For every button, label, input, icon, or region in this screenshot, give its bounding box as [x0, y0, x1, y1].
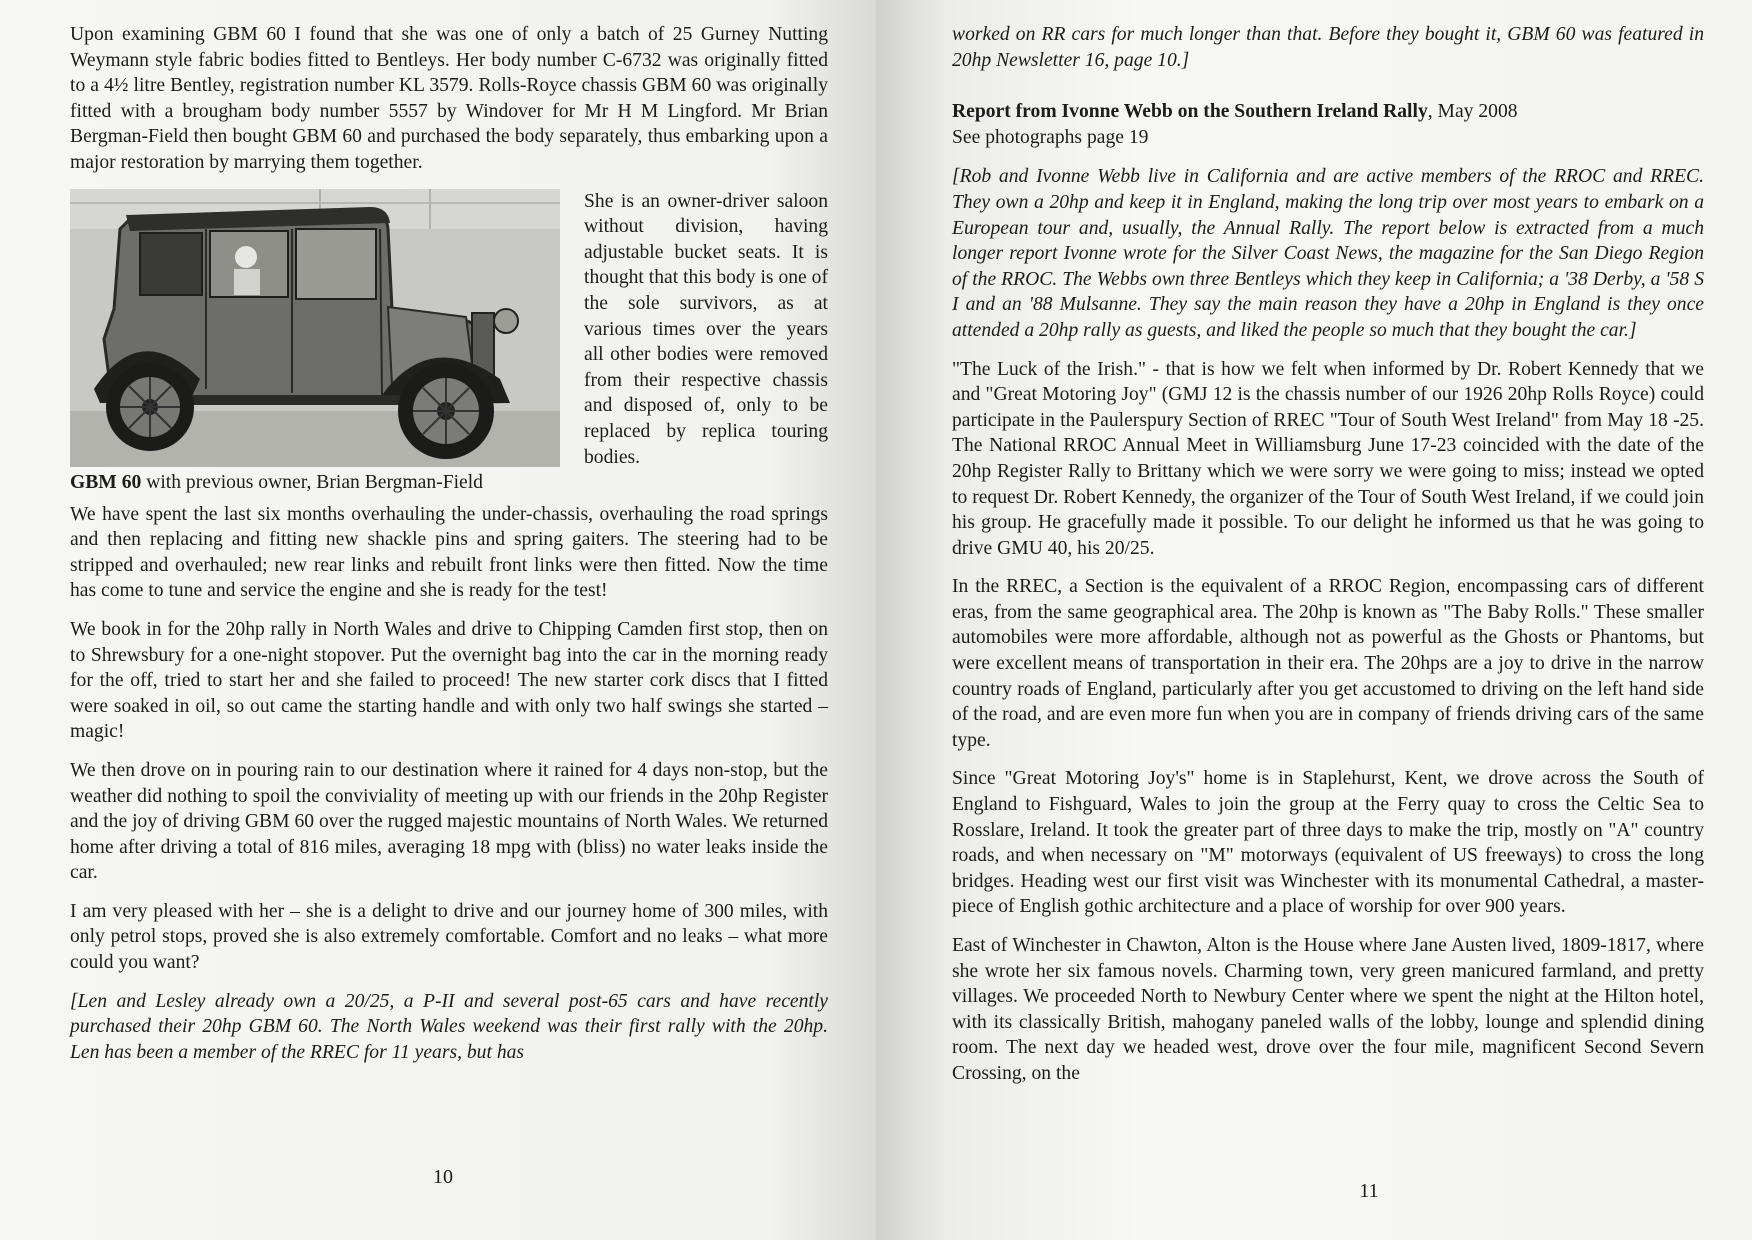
paragraph-editor-note: [Len and Lesley already own a 20/25, a P-II and several post-65 cars and have recently purchased their 20hp GBM 60. The North Wales weekend was their first rally with the 20hp. Len has been a member of the RREC for 11 years, but has: [70, 990, 828, 1063]
photo-caption: [70, 470, 560, 496]
paragraph-north-wales: We then drove on in pouring rain to our destination where it rained for 4 days non-stop, but the weather did nothing to spoil the conviviality of meeting up with our friends in the 20hp Register and the joy of driving GBM 60 over the rugged majestic mountains of North Wales. We returned home after driving a total of 816 miles, averaging 18 mpg with (bliss) no water leaks inside the car.: [70, 759, 828, 884]
side-paragraph: She is an owner-driver saloon without division, having adjustable bucket seats. It is thought that this body is one of the sole survivors, as at various times over the years all other bodies were removed from their respective chassis and disposed of, only to be replaced by replica touring bodies.: [584, 190, 828, 468]
paragraph-staplehurst: Since "Great Motoring Joy's" home is in Staplehurst, Kent, we drove across the South of England to Fishguard, Wales to join the group at the Ferry quay to cross the Celtic Sea to Rosslare, Ireland. It took the greater part of three days to make the trip, mostly on "A" country roads, and when necessary on "M" motorways (equivalent of US freeways) to cross the long bridges. Heading west our first visit was Winchester with its monumental Cathedral, a master-piece of English gothic architecture and a place of worship for over 900 years.: [952, 768, 1704, 918]
car-photo: [70, 189, 560, 467]
paragraph-body-history: Upon examining GBM 60 I found that she was one of only a batch of 25 Gurney Nutting Weymann style fabric bodies fitted to Bentleys. Her body number C-6732 was originally fitted to a 4½ litre Bentley, registration number KL 3579. Rolls-Royce chassis GBM 60 was originally fitted with a brougham body number 5557 by Windover for Mr H M Lingford. Mr Brian Bergman-Field then bought GBM 60 and purchased the body separately, thus embarking upon a major restoration by marrying them together.: [70, 24, 828, 173]
paragraph-winchester: East of Winchester in Chawton, Alton is the House where Jane Austen lived, 1809-1817, where she wrote her six famous novels. Charming town, very green manicured farmland, and pretty villages. We proceeded North to Newbury Center where we spent the night at the Hilton hotel, with its classically British, mahogany paneled walls of the lobby, lounge and splendid dining room. The next day we headed west, drove over the four mile, magnificent Second Severn Crossing, on the: [952, 935, 1704, 1084]
page-11: [876, 0, 1752, 1240]
article-heading: [952, 99, 1704, 150]
paragraph-intro-note: [Rob and Ivonne Webb live in California and are active members of the RROC and RREC. They own a 20hp and keep it in England, making the long trip over most years to embark on a European tour and, usually, the Annual Rally. The report below is extracted from a much longer report Ivonne wrote for the Silver Coast News, the magazine for the San Diego Region of the RROC. The Webbs own three Bentleys which they keep in California; a '38 Derby, a '58 S I and an '88 Mulsanne. They say the main reason they have a 20hp in England is they once attended a 20hp rally as guests, and liked the people so much that they bought the car.]: [952, 166, 1704, 341]
page-number-right: 11: [1359, 1180, 1379, 1202]
paragraph-overhaul: We have spent the last six months overhauling the under-chassis, overhauling the road springs and then replacing and fitting new shackle pins and spring gaiters. The steering had to be stripped and overhauled; new rear links and rebuilt front links were then fitted. Now the time has come to tune and service the engine and she is ready for the test!: [70, 503, 828, 602]
paragraph-rally-booking: We book in for the 20hp rally in North Wales and drive to Chipping Camden first stop, then on to Shrewsbury for a one-night stopover. Put the overnight bag into the car in the morning ready for the off, tried to start her and she failed to proceed! The new starter cork discs that I fitted were soaked in oil, so out came the starting handle and with only two half swings she started – magic!: [70, 618, 828, 743]
paragraph-pleased: I am very pleased with her – she is a delight to drive and our journey home of 300 miles, with only petrol stops, proved she is also extremely comfortable. Comfort and no leaks – what more could you want?: [70, 900, 828, 974]
caption-bold-part: GBM 60: [70, 471, 142, 493]
paragraph-editor-note-continued: worked on RR cars for much longer than that. Before they bought it, GBM 60 was featured in 20hp Newsletter 16, page 10.]: [952, 24, 1704, 71]
right-column: [952, 22, 1704, 1100]
left-column: [70, 22, 828, 1078]
photo-figure: [70, 189, 560, 496]
paragraph-rrec-section: In the RREC, a Section is the equivalent of a RROC Region, encompassing cars of different eras, from the same geographical area. The 20hp is known as "The Baby Rolls." These smaller automobiles were more affordable, although not as powerful as the Ghosts or Phantoms, but were excellent means of transportation in their era. The 20hps are a joy to drive in the narrow country roads of England, particularly after you get accustomed to driving on the left hand side of the road, and are even more fun when you are in company of friends driving cars of the same type.: [952, 576, 1704, 751]
report-subheading: See photographs page 19: [952, 126, 1149, 148]
report-title: [952, 99, 1704, 125]
caption-rest: with previous owner, Brian Bergman-Field: [141, 471, 483, 493]
page-number-left: 10: [433, 1166, 453, 1188]
report-title-bold: Report from Ivonne Webb on the Southern Ireland Rally: [952, 101, 1428, 123]
report-title-date: , May 2008: [1427, 101, 1518, 123]
paragraph-luck-of-irish: "The Luck of the Irish." - that is how we felt when informed by Dr. Robert Kennedy that we and "Great Motoring Joy" (GMJ 12 is the chassis number of our 1926 20hp Rolls Royce) could participate in the Paulerspury Section of RREC "Tour of South West Ireland" from May 18 -25. The National RROC Annual Meet in Williamsburg June 17-23 coincided with the date of the 20hp Register Rally to Brittany which we were sorry we were going to miss; instead we opted to request Dr. Robert Kennedy, the organizer of the Tour of South West Ireland, if we could join his group. He gracefully made it possible. To our delight he informed us that he was going to drive GMU 40, his 20/25.: [952, 358, 1704, 559]
figure-with-text: [70, 189, 828, 496]
vintage-saloon-car-illustration: [70, 189, 560, 467]
